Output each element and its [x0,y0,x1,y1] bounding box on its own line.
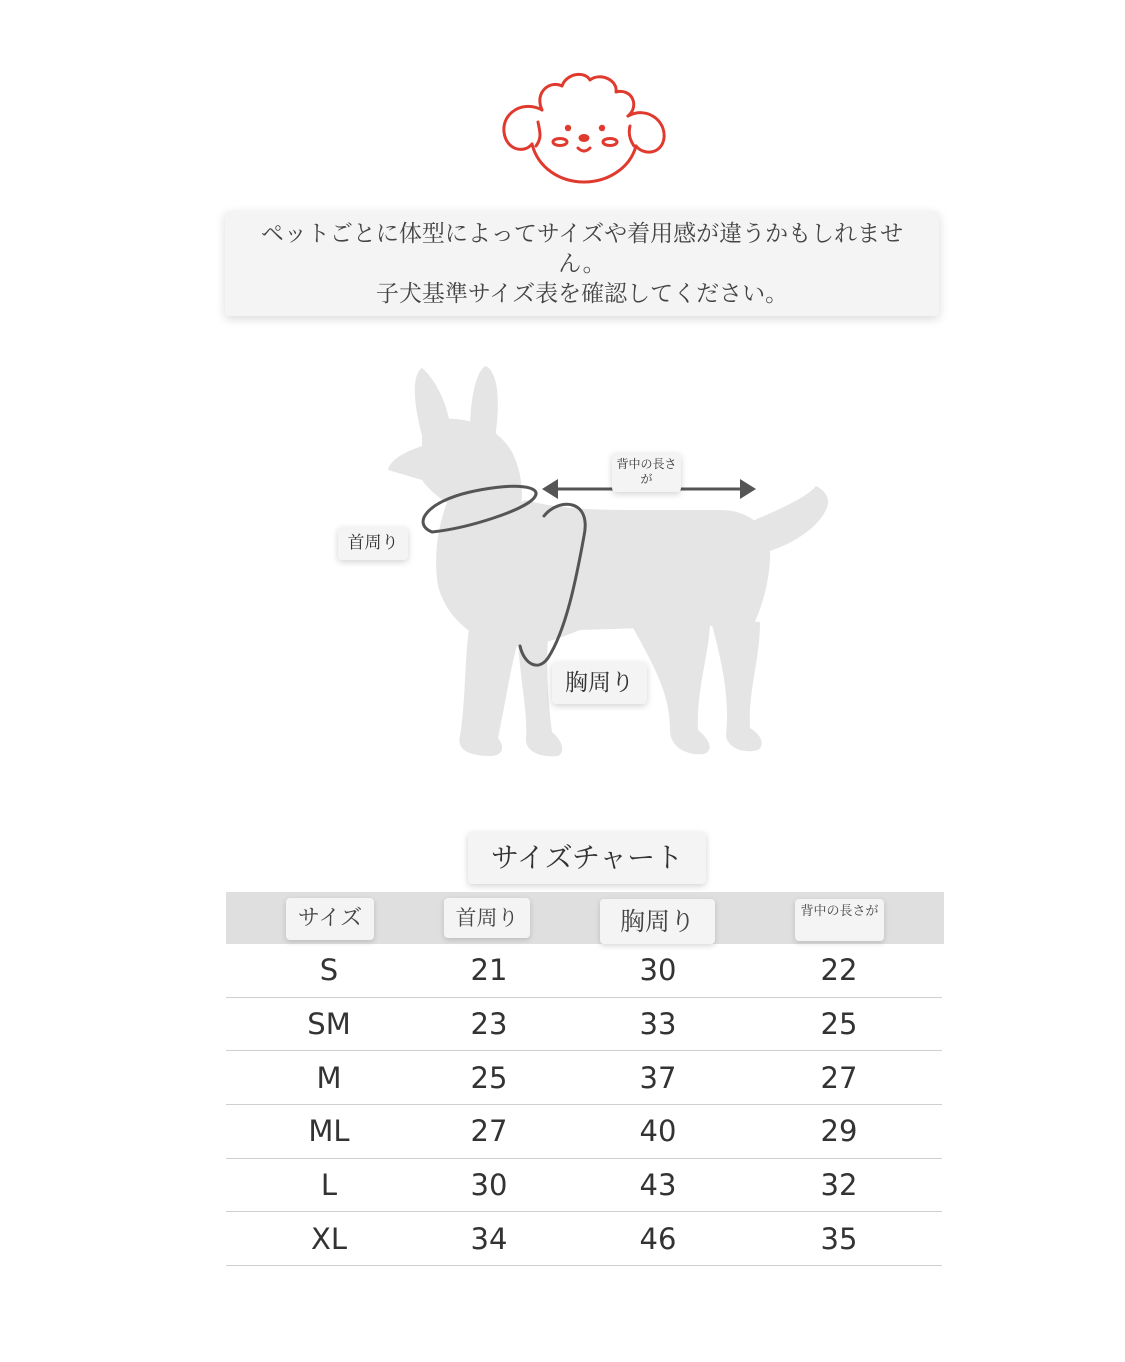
size-cell: M [316,1060,342,1095]
back-length-label: 背中の長さが [612,453,681,492]
neck-cell: 21 [470,953,508,988]
chest-cell: 30 [639,953,677,988]
table-row [226,1159,942,1213]
size-cell: SM [307,1007,351,1042]
fit-notice [225,211,939,316]
dog-face-logo-icon [498,68,670,186]
back-length-cell: 29 [820,1114,858,1149]
back-length-cell: 27 [820,1060,858,1095]
size-table-body [226,944,942,1266]
neck-cell: 23 [470,1007,508,1042]
neck-cell: 27 [470,1114,508,1149]
notice-line-1: ペットごとに体型によってサイズや着用感が違うかもしれませ [260,221,904,247]
size-cell: S [319,953,339,988]
back-length-cell: 22 [820,953,858,988]
chest-label: 胸周り [552,662,647,704]
header-back-length: 背中の長さが [795,899,884,941]
neck-label: 首周り [338,527,408,560]
chest-cell: 33 [639,1007,677,1042]
table-row [226,1212,942,1266]
dog-silhouette-icon [330,360,840,770]
notice-line-3: 子犬基準サイズ表を確認してください。 [375,281,789,307]
chest-cell: 46 [639,1221,677,1256]
header-size: サイズ [286,898,374,940]
table-row [226,1105,942,1159]
neck-cell: 25 [470,1060,508,1095]
neck-cell: 30 [470,1168,508,1203]
back-length-cell: 35 [820,1221,858,1256]
chest-cell: 43 [639,1168,677,1203]
size-chart-title: サイズチャート [468,832,706,884]
header-chest: 胸周り [600,899,715,944]
chest-cell: 37 [639,1060,677,1095]
notice-line-2: ん。 [558,251,606,277]
chest-cell: 40 [639,1114,677,1149]
table-row [226,998,942,1052]
table-row [226,944,942,998]
back-length-cell: 25 [820,1007,858,1042]
size-cell: XL [310,1221,348,1256]
neck-cell: 34 [470,1221,508,1256]
table-row [226,1051,942,1105]
size-cell: L [320,1168,338,1203]
header-neck: 首周り [444,898,530,938]
back-length-cell: 32 [820,1168,858,1203]
size-cell: ML [308,1114,350,1149]
